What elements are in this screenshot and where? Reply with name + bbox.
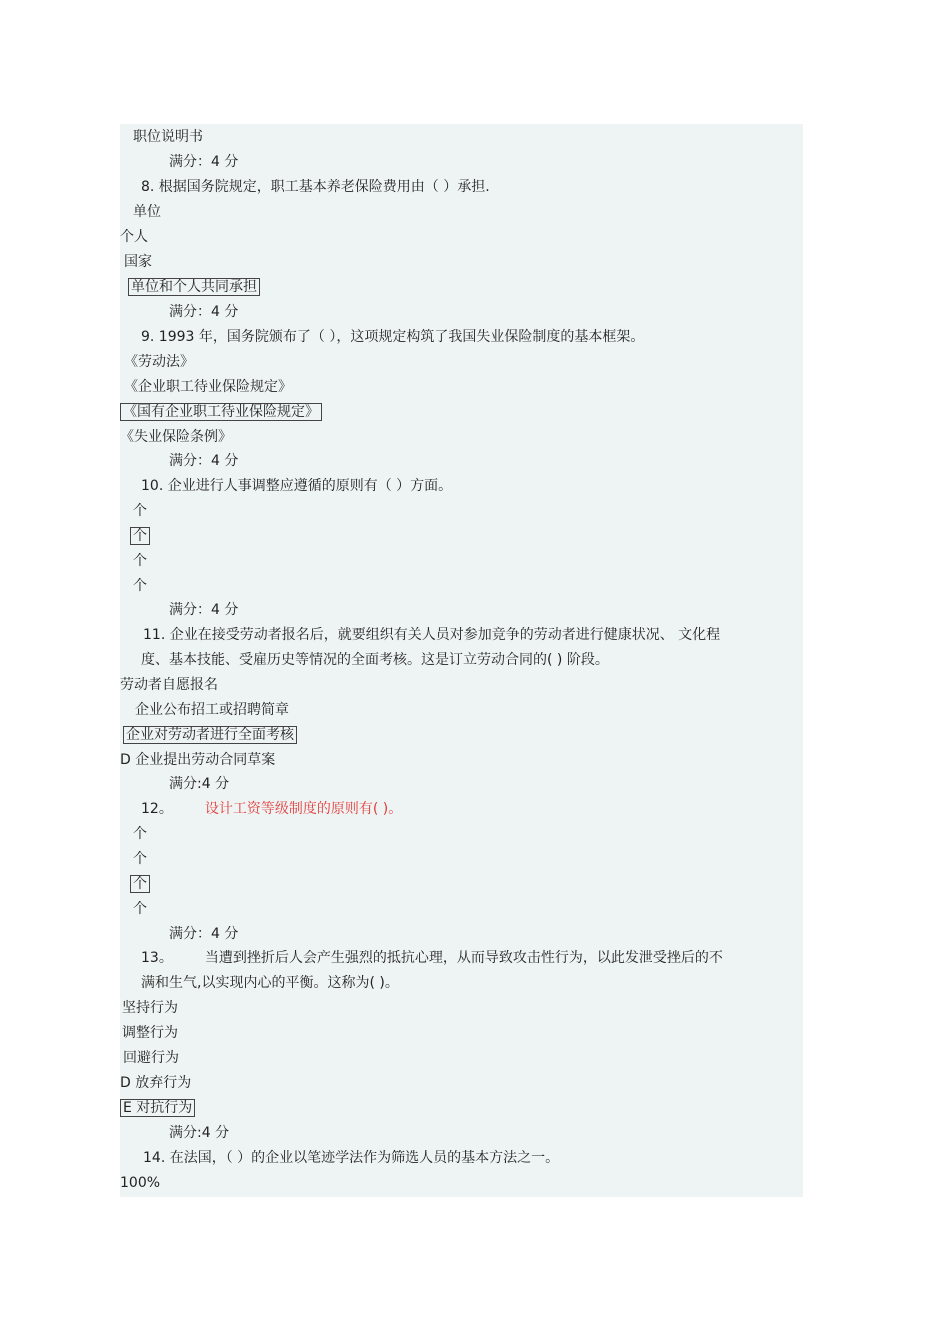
option-13e-selected[interactable]: E 对抗行为 <box>123 1098 195 1118</box>
score-label: 满分：4 分 <box>169 602 239 618</box>
question-13-cont: 满和生气,以实现内心的平衡。这称为( )。 <box>141 975 399 991</box>
option-8d-selected[interactable]: 单位和个人共同承担 <box>131 277 260 297</box>
option-12a[interactable]: 个 <box>133 826 147 842</box>
option-11b[interactable]: 企业公布招工或招聘简章 <box>135 702 289 718</box>
score-label: 满分：4 分 <box>169 453 239 469</box>
question-8: 8. 根据国务院规定，职工基本养老保险费用由（ ）承担. <box>141 179 490 195</box>
score-label: 满分:4 分 <box>169 1125 230 1141</box>
option-10d[interactable]: 个 <box>133 578 147 594</box>
question-9: 9. 1993 年，国务院颁布了（ ），这项规定构筑了我国失业保险制度的基本框架。 <box>141 329 645 345</box>
question-11: 11. 企业在接受劳动者报名后，就要组织有关人员对参加竞争的劳动者进行健康状况、 文化程 <box>143 627 721 643</box>
option-10c[interactable]: 个 <box>133 553 147 569</box>
question-13: 13。 当遭到挫折后人会产生强烈的抵抗心理，从而导致攻击性行为，以此发泄受挫后的不 <box>141 950 723 966</box>
score-label: 满分：4 分 <box>169 154 239 170</box>
option-9b[interactable]: 《企业职工待业保险规定》 <box>124 379 292 395</box>
option-13d[interactable]: D 放弃行为 <box>120 1075 192 1091</box>
option-10b-selected[interactable]: 个 <box>133 526 150 546</box>
option-13b[interactable]: 调整行为 <box>122 1025 178 1041</box>
option-8b[interactable]: 个人 <box>120 229 148 245</box>
option-9c-selected[interactable]: 《国有企业职工待业保险规定》 <box>123 402 322 422</box>
option-13c[interactable]: 回避行为 <box>123 1050 179 1066</box>
score-label: 满分：4 分 <box>169 304 239 320</box>
option-14a[interactable]: 100% <box>120 1175 161 1191</box>
option-11a[interactable]: 劳动者自愿报名 <box>120 677 218 693</box>
option-8a[interactable]: 单位 <box>133 204 161 220</box>
option-9a[interactable]: 《劳动法》 <box>124 354 194 370</box>
option-11c-selected[interactable]: 企业对劳动者进行全面考核 <box>126 725 297 745</box>
option-10a[interactable]: 个 <box>133 503 147 519</box>
question-14: 14. 在法国，（ ）的企业以笔迹学法作为筛选人员的基本方法之一。 <box>143 1150 560 1166</box>
option-12b[interactable]: 个 <box>133 851 147 867</box>
score-label: 满分：4 分 <box>169 926 239 942</box>
prev-option-text: 职位说明书 <box>133 129 203 145</box>
question-11-cont: 度、基本技能、受雇历史等情况的全面考核。这是订立劳动合同的( ) 阶段。 <box>141 652 609 668</box>
option-13a[interactable]: 坚持行为 <box>122 1000 178 1016</box>
option-11d[interactable]: D 企业提出劳动合同草案 <box>120 752 276 768</box>
question-10: 10. 企业进行人事调整应遵循的原则有（ ）方面。 <box>141 478 453 494</box>
option-8c[interactable]: 国家 <box>124 254 152 270</box>
option-9d[interactable]: 《失业保险条例》 <box>120 429 232 445</box>
option-12c-selected[interactable]: 个 <box>133 874 150 894</box>
score-label: 满分:4 分 <box>169 776 230 792</box>
option-12d[interactable]: 个 <box>133 901 147 917</box>
question-12: 12。 设计工资等级制度的原则有( )。 <box>141 801 403 817</box>
